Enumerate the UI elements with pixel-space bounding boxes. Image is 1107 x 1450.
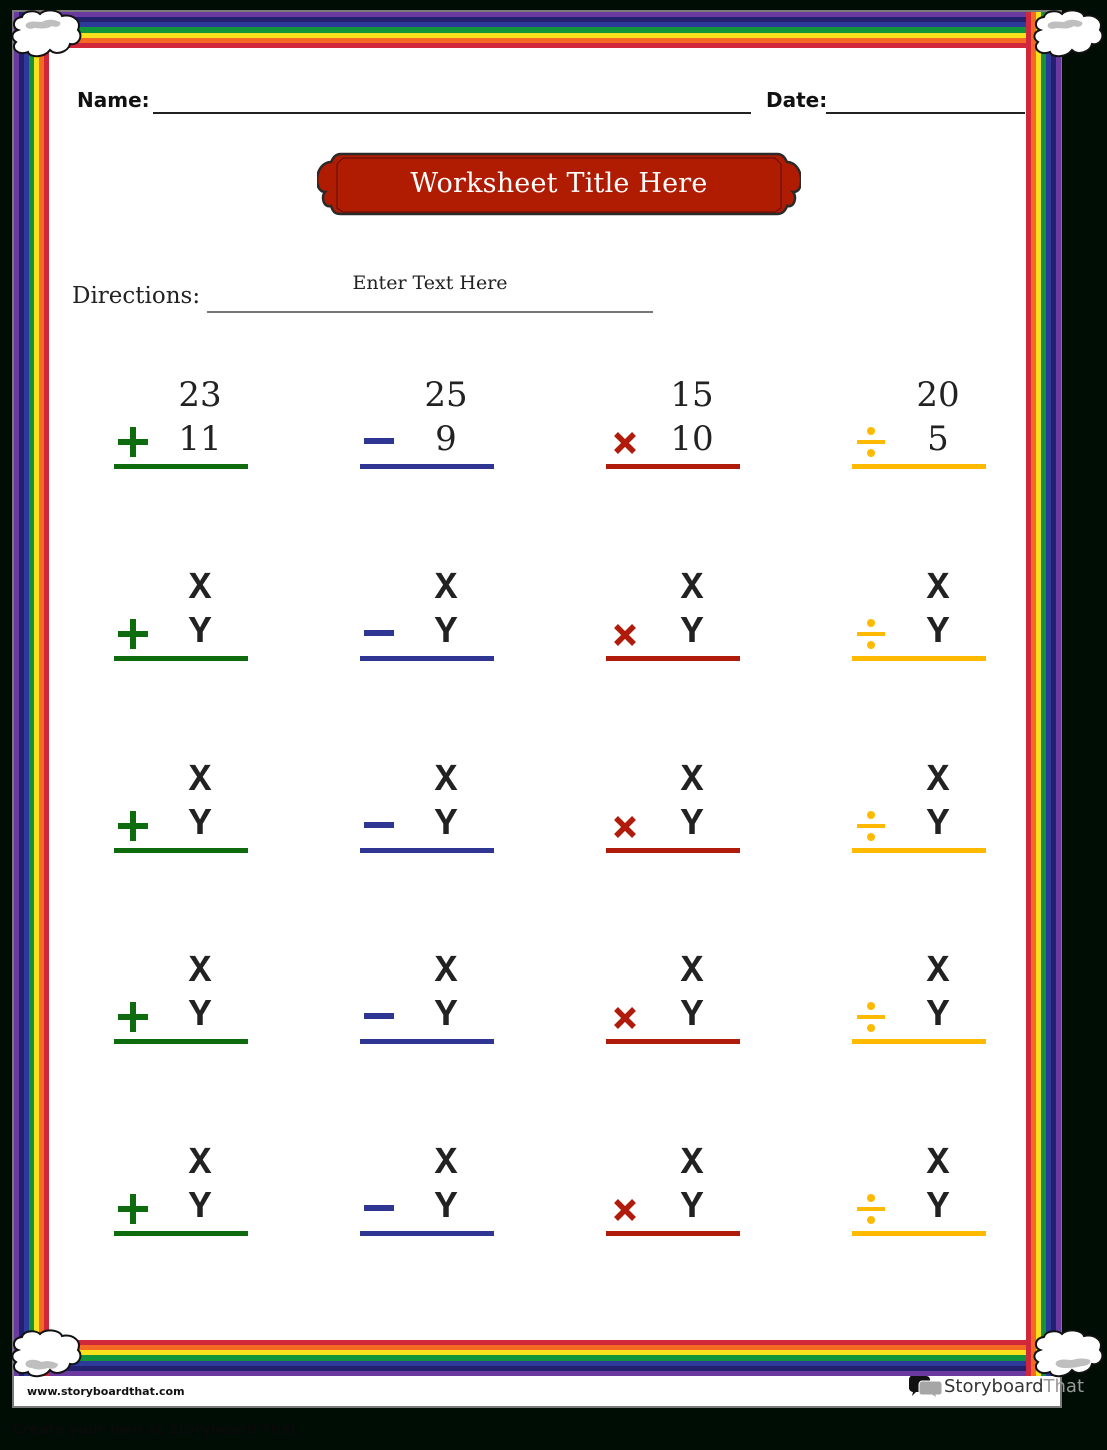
cloud-icon-top-left <box>8 8 86 64</box>
divide-icon <box>852 426 890 458</box>
bottom-operand[interactable]: Y <box>926 611 950 654</box>
problem-plus <box>114 950 254 1063</box>
answer-line <box>852 656 986 661</box>
divide-icon <box>852 1001 890 1033</box>
bottom-operand[interactable]: Y <box>680 1186 704 1229</box>
top-operand[interactable]: 25 <box>424 375 468 415</box>
top-operand[interactable]: X <box>188 759 212 802</box>
name-label: Name: <box>77 88 150 112</box>
multiply-icon <box>606 618 644 650</box>
bottom-operand[interactable]: Y <box>926 803 950 846</box>
plus-icon <box>114 1193 152 1225</box>
answer-line <box>606 1231 740 1236</box>
bottom-operand[interactable]: Y <box>434 994 458 1037</box>
answer-line <box>360 1231 494 1236</box>
problem-times <box>606 950 746 1063</box>
directions-text[interactable]: Enter Text Here <box>352 272 508 294</box>
divide-icon <box>852 810 890 842</box>
minus-icon <box>360 618 398 650</box>
multiply-icon <box>606 1001 644 1033</box>
answer-line <box>360 464 494 469</box>
top-operand[interactable]: X <box>188 567 212 610</box>
answer-line <box>360 848 494 853</box>
divide-icon <box>852 618 890 650</box>
plus-icon <box>114 1001 152 1033</box>
speech-bubbles-icon <box>908 1374 944 1398</box>
create-your-own-link[interactable]: Create your own at Storyboard That <box>12 1422 298 1438</box>
bottom-operand[interactable]: 5 <box>927 419 949 459</box>
problem-plus <box>114 759 254 872</box>
top-operand[interactable]: X <box>680 950 704 993</box>
problem-divide <box>852 567 992 680</box>
top-operand[interactable]: X <box>680 1142 704 1185</box>
answer-line <box>852 1231 986 1236</box>
bottom-operand[interactable]: Y <box>434 611 458 654</box>
top-operand[interactable]: X <box>434 759 458 802</box>
problem-times <box>606 1142 746 1255</box>
bottom-operand[interactable]: Y <box>188 1186 212 1229</box>
answer-line <box>360 656 494 661</box>
top-operand[interactable]: X <box>188 950 212 993</box>
cloud-icon-bottom-left <box>8 1328 86 1384</box>
rainbow-border-right <box>1026 12 1061 1376</box>
bottom-operand[interactable]: Y <box>926 1186 950 1229</box>
problem-divide <box>852 375 992 488</box>
multiply-icon <box>606 426 644 458</box>
problem-plus <box>114 567 254 680</box>
problem-divide <box>852 759 992 872</box>
directions-underline <box>207 311 653 313</box>
top-operand[interactable]: X <box>926 567 950 610</box>
problem-minus <box>360 567 500 680</box>
problem-times <box>606 759 746 872</box>
top-operand[interactable]: X <box>680 567 704 610</box>
plus-icon <box>114 426 152 458</box>
top-operand[interactable]: X <box>434 1142 458 1185</box>
logo-text-storyboard: Storyboard <box>944 1375 1044 1397</box>
worksheet-title[interactable]: Worksheet Title Here <box>410 167 708 199</box>
rainbow-border-bottom <box>14 1340 1061 1376</box>
problem-times <box>606 375 746 488</box>
answer-line <box>114 848 248 853</box>
bottom-operand[interactable]: Y <box>188 611 212 654</box>
answer-line <box>606 1039 740 1044</box>
top-operand[interactable]: X <box>434 950 458 993</box>
top-operand[interactable]: X <box>188 1142 212 1185</box>
problem-minus <box>360 759 500 872</box>
bottom-operand[interactable]: Y <box>434 803 458 846</box>
date-label: Date: <box>766 88 828 112</box>
bottom-operand[interactable]: Y <box>188 803 212 846</box>
top-operand[interactable]: X <box>926 1142 950 1185</box>
answer-line <box>114 464 248 469</box>
minus-icon <box>360 426 398 458</box>
multiply-icon <box>606 1193 644 1225</box>
top-operand[interactable]: X <box>434 567 458 610</box>
bottom-operand[interactable]: Y <box>188 994 212 1037</box>
bottom-operand[interactable]: Y <box>680 994 704 1037</box>
bottom-operand[interactable]: 9 <box>435 419 457 459</box>
bottom-operand[interactable]: Y <box>680 611 704 654</box>
top-operand[interactable]: 23 <box>178 375 222 415</box>
plus-icon <box>114 810 152 842</box>
answer-line <box>852 848 986 853</box>
date-field[interactable] <box>826 112 1025 114</box>
cloud-icon-top-right <box>1030 8 1107 64</box>
minus-icon <box>360 1001 398 1033</box>
problem-minus <box>360 1142 500 1255</box>
minus-icon <box>360 1193 398 1225</box>
answer-line <box>114 1231 248 1236</box>
problem-minus <box>360 950 500 1063</box>
bottom-operand[interactable]: Y <box>680 803 704 846</box>
bottom-operand[interactable]: Y <box>926 994 950 1037</box>
name-field[interactable] <box>153 112 751 114</box>
logo-text-that: That <box>1043 1375 1085 1397</box>
problem-minus <box>360 375 500 488</box>
answer-line <box>852 464 986 469</box>
answer-line <box>606 464 740 469</box>
answer-line <box>114 656 248 661</box>
bottom-operand[interactable]: 10 <box>670 419 714 459</box>
multiply-icon <box>606 810 644 842</box>
top-operand[interactable]: X <box>926 759 950 802</box>
answer-line <box>606 656 740 661</box>
problem-times <box>606 567 746 680</box>
top-operand[interactable]: 15 <box>670 375 714 415</box>
problem-plus <box>114 1142 254 1255</box>
storyboardthat-logo[interactable] <box>908 1374 1084 1398</box>
plus-icon <box>114 618 152 650</box>
top-operand[interactable]: 20 <box>916 375 960 415</box>
rainbow-border-top <box>14 12 1061 48</box>
top-operand[interactable]: X <box>680 759 704 802</box>
bottom-operand[interactable]: Y <box>434 1186 458 1229</box>
answer-line <box>852 1039 986 1044</box>
answer-line <box>360 1039 494 1044</box>
top-operand[interactable]: X <box>926 950 950 993</box>
divide-icon <box>852 1193 890 1225</box>
minus-icon <box>360 810 398 842</box>
footer-url[interactable]: www.storyboardthat.com <box>27 1385 185 1398</box>
bottom-operand[interactable]: 11 <box>178 419 222 459</box>
problem-divide <box>852 1142 992 1255</box>
directions-label: Directions: <box>72 283 201 309</box>
answer-line <box>114 1039 248 1044</box>
answer-line <box>606 848 740 853</box>
rainbow-border-left <box>14 12 49 1376</box>
problem-divide <box>852 950 992 1063</box>
problem-plus <box>114 375 254 488</box>
